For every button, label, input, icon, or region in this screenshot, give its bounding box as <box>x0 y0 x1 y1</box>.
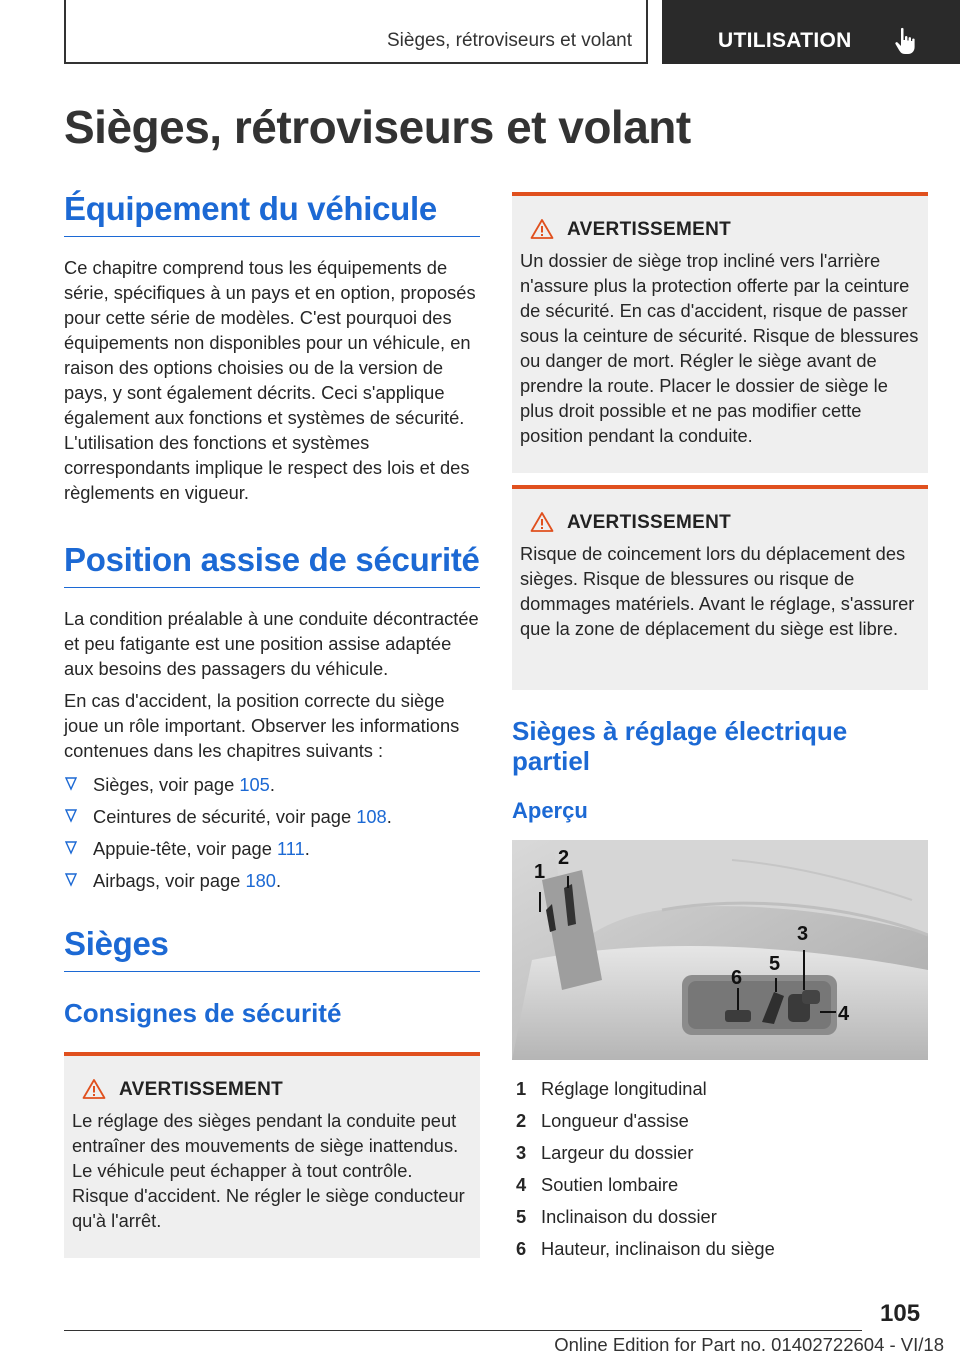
left-column <box>64 190 480 1258</box>
triangle-bullet-icon <box>65 777 77 791</box>
right-column <box>512 192 928 1265</box>
electric-seats-heading: Sièges à réglage électrique partiel <box>512 716 848 777</box>
seat-controls-illustration <box>512 840 928 1060</box>
triangle-bullet-icon <box>65 841 77 855</box>
list-item: 5 Inclinaison du dossier <box>516 1206 717 1228</box>
list-item-text: Sièges, voir page <box>93 774 240 795</box>
warning-text: Le réglage des sièges pendant la conduite peut entraîner des mouvements de siège inattendus. Le véhicule peut échapper à tout contrôle. Risque d'accident. Ne régler le siège conducteur qu'à l'arrêt. <box>72 1110 465 1232</box>
list-item: Ceintures de sécurité, voir page 108. <box>64 804 480 829</box>
seats-heading: Sièges <box>64 925 480 972</box>
warning-triangle-icon <box>530 218 554 240</box>
list-item: Appuie-tête, voir page 111. <box>64 836 480 861</box>
list-item-text: Airbags, voir page <box>93 870 246 891</box>
callout-6: 6 <box>731 967 743 990</box>
triangle-bullet-icon <box>65 873 77 887</box>
list-item: 2 Longueur d'assise <box>516 1110 689 1132</box>
header-chapter-label: UTILISATION <box>718 29 852 52</box>
header-section-title: Sièges, rétroviseurs et volant <box>386 30 632 51</box>
header-chapter-box <box>662 0 960 64</box>
equipment-text: Ce chapitre comprend tous les équipements de série, spécifiques à un pays et en option, proposés pour cette série de modèles. C'est pourquoi des équipements non disponibles pour un véhicule, en raison des options choisies ou de la version de pays, y sont également décrits. Ceci s'applique également aux fonctions et systèmes de sécurité. L'utilisation des fonctions et systèmes correspondants implique le respect des lois et des règlements en vigueur. <box>64 257 476 503</box>
seating-para-1: La condition préalable à une conduite décontractée et peu fatigante est une position assise adaptée aux besoins des passagers du véhicule. <box>64 608 479 679</box>
list-item: 1 Réglage longitudinal <box>516 1078 707 1100</box>
seat-controls-legend <box>512 1073 928 1265</box>
header-section-box <box>64 0 648 64</box>
warning-box <box>512 192 928 473</box>
seating-para-2: En cas d'accident, la position correcte du siège joue un rôle important. Observer les informations contenues dans les chapitres suivants : <box>64 690 460 761</box>
warning-box <box>64 1052 480 1258</box>
equipment-heading: Équipement du véhicule <box>64 190 480 237</box>
warning-text: Risque de coincement lors du déplacement des sièges. Risque de blessures ou risque de dommages matériels. Avant le réglage, s'assurer que la zone de déplacement du siège est libre. <box>520 543 915 639</box>
warning-title: AVERTISSEMENT <box>72 1078 472 1102</box>
warning-triangle-icon <box>82 1078 106 1100</box>
callout-5: 5 <box>769 953 781 976</box>
warning-box <box>512 485 928 690</box>
seat-controls-photo <box>512 840 928 1060</box>
overview-heading: Aperçu <box>512 798 588 824</box>
hand-pointer-icon <box>892 26 918 56</box>
list-item: Sièges, voir page 105. <box>64 772 480 797</box>
footer-divider <box>64 1330 862 1331</box>
seating-reference-list <box>64 772 480 893</box>
page-number: 105 <box>880 1300 921 1327</box>
warning-triangle-icon <box>530 511 554 533</box>
warning-text: Un dossier de siège trop incliné vers l'arrière n'assure plus la protection offerte par la ceinture de sécurité. En cas d'accident, risque de passer sous la ceinture de sécurité. Risque de blessures ou danger de mort. Régler le siège avant de prendre la route. Placer le dossier de siège le plus droit possible et ne pas modifier cette position pendant la conduite. <box>520 250 919 446</box>
triangle-bullet-icon <box>65 809 77 823</box>
callout-3: 3 <box>797 923 809 946</box>
footer-edition: Online Edition for Part no. 01402722604 - VI/18 <box>554 1334 944 1355</box>
page-link[interactable]: 111 <box>276 838 305 859</box>
list-item: Airbags, voir page 180. <box>64 868 480 893</box>
list-item: 4 Soutien lombaire <box>516 1174 679 1196</box>
list-item-text: Ceintures de sécurité, voir page <box>93 806 357 827</box>
callout-2: 2 <box>558 847 570 870</box>
callout-4: 4 <box>838 1003 850 1026</box>
seating-heading: Position assise de sécurité <box>64 541 480 588</box>
list-item: 3 Largeur du dossier <box>516 1142 694 1164</box>
page-link[interactable]: 105 <box>239 774 270 795</box>
safety-heading: Consignes de sécurité <box>64 998 342 1028</box>
list-item: 6 Hauteur, inclinaison du siège <box>516 1238 775 1260</box>
page-link[interactable]: 180 <box>245 870 276 891</box>
page-link[interactable]: 108 <box>356 806 387 827</box>
list-item-text: Appuie-tête, voir page <box>93 838 277 859</box>
page-title: Sièges, rétroviseurs et volant <box>64 101 691 153</box>
warning-title: AVERTISSEMENT <box>520 511 920 535</box>
callout-1: 1 <box>534 861 546 884</box>
warning-title: AVERTISSEMENT <box>520 218 920 242</box>
